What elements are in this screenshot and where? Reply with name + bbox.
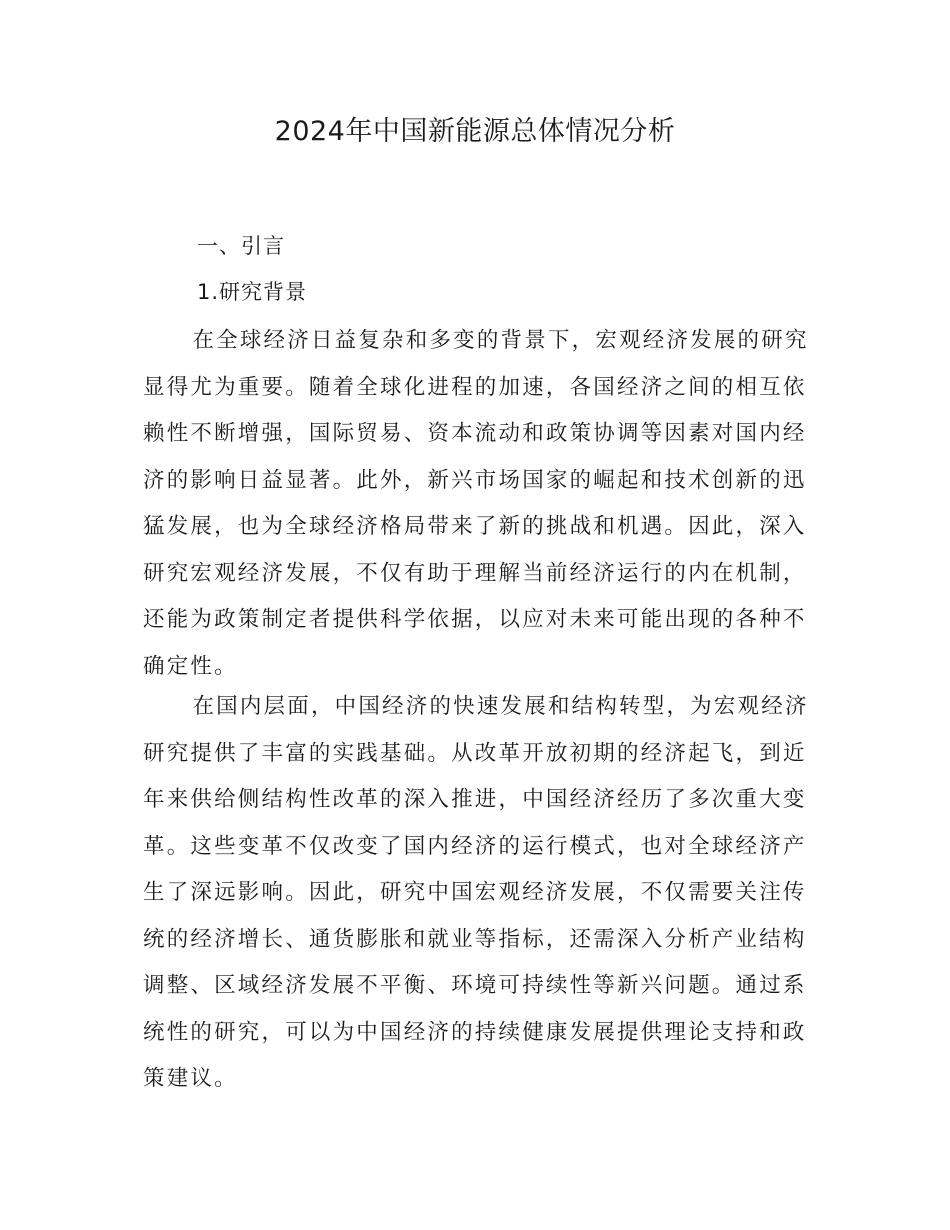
paragraph-1: 在全球经济日益复杂和多变的背景下，宏观经济发展的研究显得尤为重要。随着全球化进程的加速，各国经济之间的相互依赖性不断增强，国际贸易、资本流动和政策协调等因素对国内经济的影响日益显著。此外，新兴市场国家的崛起和技术创新的迅猛发展，也为全球经济格局带来了新的挑战和机遇。因此，深入研究宏观经济发展，不仅有助于理解当前经济运行的内在机制，还能为政策制定者提供科学依据，以应对未来可能出现的各种不确定性。: [143, 328, 809, 679]
paragraph-2: 在国内层面，中国经济的快速发展和结构转型，为宏观经济研究提供了丰富的实践基础。从改革开放初期的经济起飞，到近年来供给侧结构性改革的深入推进，中国经济经历了多次重大变革。这些变革不仅改变了国内经济的运行模式，也对全球经济产生了深远影响。因此，研究中国宏观经济发展，不仅需要关注传统的经济增长、通货膨胀和就业等指标，还需深入分析产业结构调整、区域经济发展不平衡、环境可持续性等新兴问题。通过系统性的研究，可以为中国经济的持续健康发展提供理论支持和政策建议。: [143, 694, 809, 1091]
document-title: 2024年中国新能源总体情况分析: [274, 116, 676, 147]
subsection-heading: 1.研究背景: [197, 280, 308, 304]
section-heading: 一、引言: [197, 234, 285, 258]
